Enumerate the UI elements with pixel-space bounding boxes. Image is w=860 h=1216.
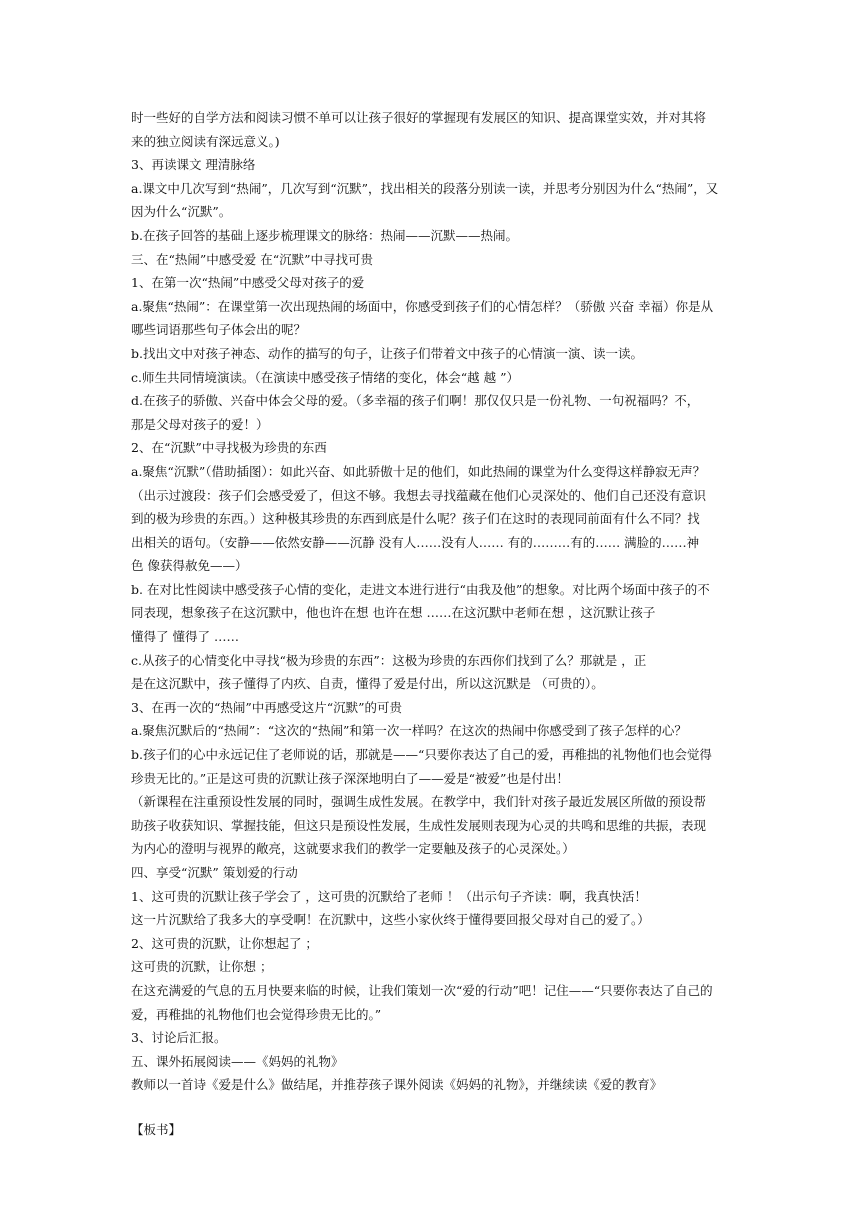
section-heading: 1、在第一次“热闹”中感受父母对孩子的爱 <box>131 275 365 291</box>
text-line: 因为什么“沉默”。 <box>131 204 232 220</box>
text-line: 3、讨论后汇报。 <box>131 1030 227 1046</box>
text-line: （新课程在注重预设性发展的同时，强调生成性发展。在教学中，我们针对孩子最近发展区所做的预设帮 <box>131 794 707 810</box>
text-line: b. 在对比性阅读中感受孩子心情的变化，走进文本进行进行“由我及他”的想象。对比两个场面中孩子的不 <box>131 581 710 597</box>
text-line: 为内心的澄明与视界的敞亮，这就要求我们的教学一定要触及孩子的心灵深处。） <box>131 841 575 857</box>
text-line: 那是父母对孩子的爱！） <box>131 416 269 432</box>
text-line: （出示过渡段：孩子们会感受爱了，但这不够。我想去寻找蕴藏在他们心灵深处的、他们自己还没有意识 <box>131 487 707 503</box>
text-line: 出相关的语句。（安静——依然安静——沉静 没有人……没有人…… 有的………有的…… 满脸的……神 <box>131 534 700 550</box>
text-line: a.聚焦沉默后的“热闹”：“这次的“热闹”和第一次一样吗？在这次的热闹中你感受到了孩子怎样的心？ <box>131 723 687 739</box>
spacer <box>131 1097 743 1118</box>
section-heading: 四、享受“沉默” 策划爱的行动 <box>131 865 298 880</box>
text-line: b.孩子们的心中永远记住了老师说的话，那就是——“只要你表达了自己的爱，再稚拙的礼物他们也会觉得 <box>131 747 712 763</box>
text-line: 哪些词语那些句子体会出的呢？ <box>131 322 307 338</box>
section-heading: 3、再读课文 理清脉络 <box>131 157 256 173</box>
text-line: d.在孩子的骄傲、兴奋中体会父母的爱。（多幸福的孩子们啊！那仅仅只是一份礼物、一句祝福吗？不， <box>131 393 700 409</box>
text-line: 2、这可贵的沉默，让你想起了 ； <box>131 935 318 951</box>
text-line: 懂得了 懂得了 …… <box>131 629 239 645</box>
text-line: 时一些好的自学方法和阅读习惯不单可以让孩子很好的掌握现有发展区的知识、提高课堂实效，并对其将 <box>131 110 707 125</box>
text-line: a.课文中几次写到“热闹”，几次写到“沉默”，找出相关的段落分别读一读，并思考分别因为什么“热闹”，又 <box>131 180 719 196</box>
text-line: b.找出文中对孩子神态、动作的描写的句子，让孩子们带着文中孩子的心情演一演、读一读。 <box>131 345 643 361</box>
section-heading: 三、在“热闹”中感受爱 在“沉默”中寻找可贵 <box>131 251 374 267</box>
text-line: c.从孩子的心情变化中寻找“极为珍贵的东西”：这极为珍贵的东西你们找到了么？那就是 ，正 <box>131 652 647 668</box>
text-line: 在这充满爱的气息的五月快要来临的时候，让我们策划一次“爱的行动”吧！记住——“只要你表达了自己的 <box>131 982 713 998</box>
text-line: 到的极为珍贵的东西。）这种极其珍贵的东西到底是什么呢？孩子们在这时的表现同前面有什么不同？找 <box>131 511 700 527</box>
text-line: a.聚焦“沉默”（借助插图）：如此兴奋、如此骄傲十足的他们，如此热闹的课堂为什么变得这样静寂无声？ <box>131 463 706 479</box>
text-line: 色 像获得赦免——） <box>131 558 248 574</box>
section-heading: 2、在“沉默”中寻找极为珍贵的东西 <box>131 440 327 456</box>
text-line: 同表现，想象孩子在这沉默中，他也许在想 也许在想 ……在这沉默中老师在想 ，这沉默让孩子 <box>131 605 656 621</box>
text-line: 来的独立阅读有深远意义。) <box>131 133 280 149</box>
document-page <box>131 106 743 1142</box>
text-line: b.在孩子回答的基础上逐步梳理课文的脉络：热闹——沉默——热闹。 <box>131 227 518 243</box>
text-line: 爱，再稚拙的礼物他们也会觉得珍贵无比的。” <box>131 1006 382 1022</box>
text-line: 这可贵的沉默，让你想 ； <box>131 959 273 975</box>
text-line: a.聚焦“热闹”：在课堂第一次出现热闹的场面中，你感受到孩子们的心情怎样？（骄傲 兴奋 幸福）你是从 <box>131 298 714 314</box>
section-heading: 五、课外拓展阅读——《妈妈的礼物》 <box>131 1053 344 1069</box>
text-line: 1、这可贵的沉默让孩子学会了 ，这可贵的沉默给了老师 ！（出示句子齐读：啊，我真快活！ <box>131 888 647 904</box>
board-heading: 【板书】 <box>131 1121 182 1137</box>
section-heading: 3、在再一次的“热闹”中再感受这片“沉默”的可贵 <box>131 699 403 715</box>
text-line: 这一片沉默给了我多大的享受啊！在沉默中，这些小家伙终于懂得要回报父母对自己的爱了。） <box>131 912 650 928</box>
text-line: 是在这沉默中，孩子懂得了内疚、自责，懂得了爱是付出，所以这沉默是 （可贵的）。 <box>131 676 604 692</box>
text-line: c.师生共同情境演读。（在演读中感受孩子情绪的变化，体会“越 越 ”） <box>131 369 519 385</box>
text-line: 助孩子收获知识、掌握技能，但这只是预设性发展，生成性发展则表现为心灵的共鸣和思维的共振，表现 <box>131 817 707 833</box>
text-line: 珍贵无比的。”正是这可贵的沉默让孩子深深地明白了——爱是“被爱”也是付出！ <box>131 770 569 786</box>
text-line: 教师以一首诗《爱是什么》做结尾，并推荐孩子课外阅读《妈妈的礼物》，并继续读《爱的教育》 <box>131 1077 663 1093</box>
